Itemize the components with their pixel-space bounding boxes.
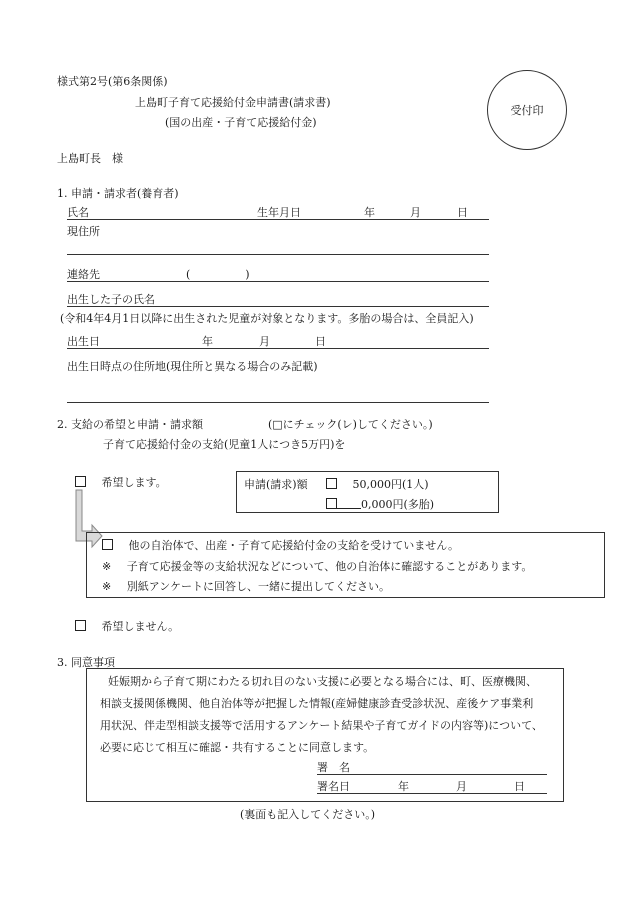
wish-yes-option[interactable] <box>75 474 167 490</box>
payment-text: 子育て応援給付金の支給(児童1人につき5万円)を <box>103 438 346 451</box>
confirm-line1-option[interactable] <box>102 537 459 553</box>
confirm-line2-text: 子育て応援金等の支給状況などについて、他の自治体に確認することがあります。 <box>126 560 533 573</box>
child-birth-day-unit: 日 <box>315 335 326 348</box>
amount-multi-blank[interactable] <box>337 498 361 509</box>
address-field-line[interactable] <box>67 254 489 255</box>
signature-day-unit: 日 <box>514 780 525 793</box>
contact-label: 連絡先 <box>67 268 100 281</box>
check-instruction: (□にチェック(レ)してください。) <box>268 418 433 431</box>
name-field-line[interactable] <box>67 219 489 220</box>
consent-line: 必要に応じて相互に確認・共有することに同意します。 <box>100 741 375 754</box>
name-label: 氏名 <box>67 206 89 219</box>
confirm-line1-checkbox[interactable] <box>102 539 113 550</box>
confirm-line3-text: 別紙アンケートに回答し、一緒に提出してください。 <box>126 580 391 593</box>
birth-address-label: 出生日時点の住所地(現住所と異なる場合のみ記載) <box>67 360 318 373</box>
amount-multi-label: 0,000円(多胎) <box>361 498 435 511</box>
signature-date-label: 署名日 <box>317 780 350 793</box>
consent-line: 妊娠期から子育て期にわたる切れ目のない支援に必要となる場合には、町、医療機関、 <box>108 675 537 688</box>
child-birth-label: 出生日 <box>67 335 100 348</box>
form-subtitle: (国の出産・子育て応援給付金) <box>165 116 317 129</box>
wish-yes-checkbox[interactable] <box>75 476 86 487</box>
reception-stamp-circle <box>487 70 567 150</box>
birth-month-unit: 月 <box>410 206 421 219</box>
child-name-field-line[interactable] <box>67 306 489 307</box>
child-birth-field-line[interactable] <box>67 348 489 349</box>
confirm-line2 <box>102 558 532 574</box>
address-label: 現住所 <box>67 225 100 238</box>
signature-year-unit: 年 <box>398 780 409 793</box>
contact-field-line[interactable] <box>67 281 489 282</box>
section3-heading: 3. 同意事項 <box>57 656 115 669</box>
wish-no-label: 希望しません。 <box>101 620 180 633</box>
consent-line: 用状況、伴走型相談支援等で活用するアンケート結果や子育てガイドの内容等)について、 <box>100 719 543 732</box>
child-name-label: 出生した子の氏名 <box>67 293 155 306</box>
amount-label: 申請(請求)額 <box>244 478 308 491</box>
footer-note: (裏面も記入してください。) <box>240 808 376 821</box>
child-birth-year-unit: 年 <box>202 335 213 348</box>
confirm-line3 <box>102 578 390 594</box>
section1-heading: 1. 申請・請求者(養育者) <box>57 187 179 200</box>
reception-stamp-label: 受付印 <box>510 104 544 117</box>
consent-text <box>100 671 543 759</box>
amount-single-label: 50,000円(1人) <box>352 478 429 491</box>
confirm-line1-text: 他の自治体で、出産・子育て応援給付金の支給を受けていません。 <box>128 539 459 552</box>
amount-single-checkbox[interactable] <box>326 478 337 489</box>
section2-heading: 2. 支給の希望と申請・請求額 <box>57 418 203 431</box>
wish-no-option[interactable] <box>75 618 179 634</box>
form-title: 上島町子育て応援給付金申請書(請求書) <box>135 96 331 109</box>
birthdate-label: 生年月日 <box>257 206 301 219</box>
birth-day-unit: 日 <box>457 206 468 219</box>
wish-yes-label: 希望します。 <box>101 476 167 489</box>
note-mark: ※ <box>102 560 112 573</box>
signature-field-line[interactable] <box>317 774 547 775</box>
consent-line: 相談支援関係機関、他自治体等が把握した情報(産婦健康診査受診状況、産後ケア事業利 <box>100 697 534 710</box>
signature-label: 署 名 <box>317 761 350 774</box>
contact-paren: ( ) <box>186 268 250 281</box>
note-mark: ※ <box>102 580 112 593</box>
birth-address-field-line[interactable] <box>67 402 489 403</box>
signature-month-unit: 月 <box>456 780 467 793</box>
wish-no-checkbox[interactable] <box>75 620 86 631</box>
amount-single-option[interactable] <box>326 476 429 492</box>
child-birth-month-unit: 月 <box>259 335 270 348</box>
amount-multi-option[interactable] <box>326 496 434 512</box>
amount-multi-checkbox[interactable] <box>326 498 337 509</box>
child-note: (令和4年4月1日以降に出生された児童が対象となります。多胎の場合は、全員記入) <box>60 312 474 325</box>
birth-year-unit: 年 <box>364 206 375 219</box>
addressee: 上島町長 様 <box>57 152 123 165</box>
form-number: 様式第2号(第6条関係) <box>57 75 168 88</box>
signature-date-field-line[interactable] <box>317 793 547 794</box>
